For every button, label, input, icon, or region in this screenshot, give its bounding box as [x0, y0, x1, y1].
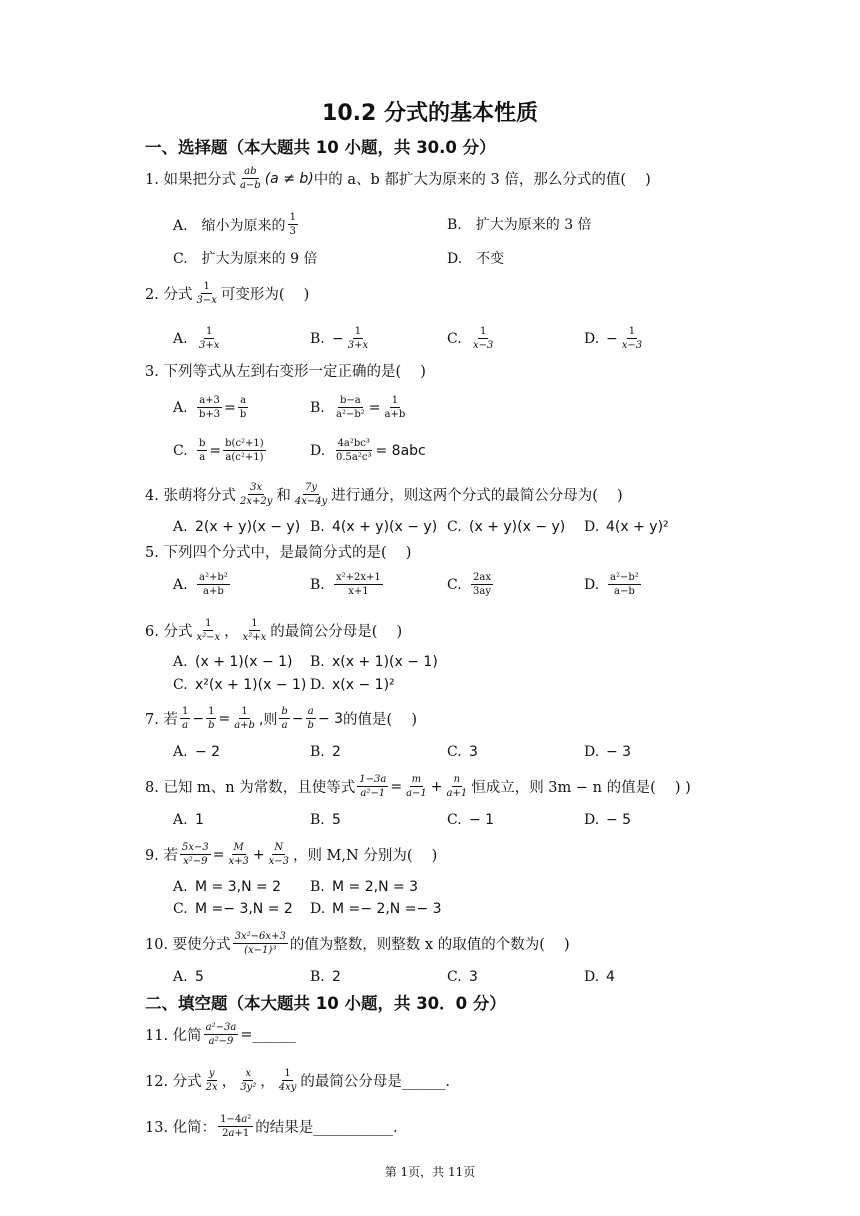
page-title: 10.2 分式的基本性质 [322, 101, 538, 126]
question-text: ，则 M,N 分别为( ) [292, 848, 438, 864]
option-b: B. 扩大为原来的 3 倍 [447, 217, 592, 233]
question-text: 2. 分式 [145, 287, 193, 303]
question-text: 的结果是___________. [255, 1120, 398, 1136]
question-text: 9. 若 [145, 848, 178, 864]
fraction: $\frac{1}{3}$ [289, 212, 296, 237]
question-text: 11. 化简 [145, 1028, 202, 1044]
fraction: $\frac{1}{\text{x²−x}}$ [196, 618, 221, 643]
option-b: B. x(x + 1)(x − 1) [310, 654, 438, 670]
option-a: A. − 2 [173, 744, 221, 760]
option-a: A. $\frac{a+3}{b+3}$ = $\frac{a}{b}$ [173, 395, 247, 420]
fraction: $\frac{7y}{4x-4y}$ [294, 482, 328, 507]
option-a: A. M = 3,N = 2 [173, 879, 282, 895]
question-9: 9. 若 $\frac{5x-3}{\text{x²−9}}$ = $\frac{M}{x+3}$ + $\frac{N}{x-3}$ ，则 M,N 分别为( ) [145, 842, 438, 867]
option-b: B. M = 2,N = 3 [310, 879, 419, 895]
question-text: =______ [240, 1026, 297, 1043]
option-b: B. 2 [310, 969, 341, 985]
fraction: $\frac{3x}{2x+2y}$ [239, 482, 273, 507]
fraction: $\frac{ab}{a-b}$ [239, 166, 261, 191]
math-condition: (a ≠ b) [264, 170, 314, 187]
option-a [173, 212, 300, 237]
question-text: 4. 张萌将分式 [145, 488, 236, 504]
option-d: D. 4 [584, 969, 615, 985]
question-6: 6. 分式 $\frac{1}{\text{x²−x}}$ ， $\frac{1}{\text{x²+x}}$ 的最简公分母是( ) [145, 618, 403, 643]
option-c: C. $\frac{1}{x-3}$ [447, 326, 494, 351]
question-3: 3. 下列等式从左到右变形一定正确的是( ) [145, 364, 426, 380]
question-13: 13. 化简： $\frac{\text{1−4a²}}{2a+1}$ 的结果是___________. [145, 1114, 398, 1139]
question-5: 5. 下列四个分式中，是最简分式的是( ) [145, 545, 412, 561]
page-footer: 第 1页，共 11页 [384, 1165, 476, 1179]
question-text: 的值是( ) [343, 712, 417, 728]
option-c: C. x²(x + 1)(x − 1) [173, 677, 307, 693]
question-text: 的最简公分母是______. [300, 1074, 450, 1090]
question-12: 12. 分式 $\frac{y}{2x}$ ， $\frac{x}{\text{3y²}}$ ， $\frac{1}{4xy}$ 的最简公分母是______. [145, 1068, 450, 1093]
question-text: 的值为整数，则整数 x 的取值的个数为( ) [289, 937, 570, 953]
question-11: 11. 化简 $\frac{\text{a²−3a}}{\text{a²−9}}$ =______ [145, 1022, 297, 1047]
question-text: 10. 要使分式 [145, 937, 231, 953]
option-c: C. 3 [447, 744, 478, 760]
option-c: C. 3 [447, 969, 478, 985]
option-a: A. 5 [173, 969, 204, 985]
option-c: C. − 1 [447, 812, 495, 828]
fraction: $\frac{1}{\text{x²+x}}$ [242, 618, 267, 643]
option-c: C. $\frac{b}{a}$ = $\frac{\text{b(c²+1)}}{\text{a(c²+1)}}$ [173, 438, 264, 463]
question-text: 和 [276, 488, 291, 504]
option-d: D. x(x − 1)² [310, 677, 395, 693]
option-b: B. 4(x + y)(x − y) [310, 519, 438, 535]
question-text: 可变形为( ) [220, 287, 310, 303]
question-4 [145, 482, 623, 507]
question-text: 8. 已知 m、n 为常数，且使等式 [145, 780, 356, 796]
question-text: 恒成立，则 3m − n 的值是( ) ) [471, 780, 691, 796]
section-heading-fill: 二、填空题（本大题共 10 小题，共 30．0 分） [145, 994, 506, 1013]
question-text: 7. 若 [145, 712, 178, 728]
question-text: 6. 分式 [145, 624, 193, 640]
option-a: A. (x + 1)(x − 1) [173, 654, 293, 670]
question-text: 进行通分，则这两个分式的最简公分母为( ) [331, 488, 623, 504]
option-d: D. 不变 [447, 251, 505, 267]
option-d: D. M =− 2,N =− 3 [310, 901, 442, 917]
option-d: D. $\frac{\text{a²−b²}}{a-b}$ [584, 572, 639, 597]
option-d: D. $\frac{\text{4a²bc³}}{\text{0.5a²c³}}$ = 8abc [310, 438, 426, 463]
option-a: A. $\frac{1}{3+x}$ [173, 326, 220, 351]
option-d: D. 4(x + y)² [584, 519, 669, 535]
option-a: A. 2(x + y)(x − y) [173, 519, 301, 535]
question-text: 12. 分式 [145, 1074, 202, 1090]
question-text: 13. 化简： [145, 1120, 217, 1136]
question-7: 7. 若 $\frac{1}{a}$ − $\frac{1}{b}$ = $\frac{1}{a+b}$ ,则 $\frac{b}{a}$ − $\frac{a}{b}$ − 3 的值是( ) [145, 706, 417, 731]
option-c: C. 扩大为原来的 9 倍 [173, 251, 318, 267]
option-a: A. $\frac{\text{a²+b²}}{a+b}$ [173, 572, 228, 597]
option-d: D. − 3 [584, 744, 632, 760]
option-d: D. − $\frac{1}{x-3}$ [584, 326, 643, 351]
question-text: 中的 a、b 都扩大为原来的 3 倍，那么分式的值( ) [313, 172, 651, 188]
question-8: 8. 已知 m、n 为常数，且使等式 $\frac{1-3a}{\text{a²−1}}$ = $\frac{m}{a-1}$ + $\frac{n}{a+1}$ 恒成立，则 3m − n 的值是( ) ) [145, 774, 691, 799]
option-b: B. $\frac{b-a}{\text{a²−b²}}$ = $\frac{1}{a+b}$ [310, 395, 406, 420]
option-b: B. − $\frac{1}{3+x}$ [310, 326, 369, 351]
question-1 [145, 166, 651, 191]
option-text: A. 缩小为原来的 [173, 217, 286, 234]
option-d: D. − 5 [584, 812, 632, 828]
option-c: C. (x + y)(x − y) [447, 519, 566, 535]
option-c: C. M =− 3,N = 2 [173, 901, 293, 917]
question-10: 10. 要使分式 $\frac{\text{3x²−6x+3}}{\text{(x−1)³}}$ 的值为整数，则整数 x 的取值的个数为( ) [145, 931, 570, 956]
section-heading-choice: 一、选择题（本大题共 10 小题，共 30.0 分） [145, 138, 496, 157]
question-text: 的最简公分母是( ) [270, 624, 403, 640]
option-b: B. $\frac{\text{x²+2x+1}}{x+1}$ [310, 572, 381, 597]
question-2 [145, 281, 309, 306]
fraction: $\frac{1}{3-x}$ [196, 281, 217, 306]
option-a: A. 1 [173, 812, 204, 828]
option-b: B. 2 [310, 744, 341, 760]
option-b: B. 5 [310, 812, 341, 828]
question-text: 1. 如果把分式 [145, 172, 236, 188]
option-c: C. $\frac{2ax}{3ay}$ [447, 572, 491, 597]
